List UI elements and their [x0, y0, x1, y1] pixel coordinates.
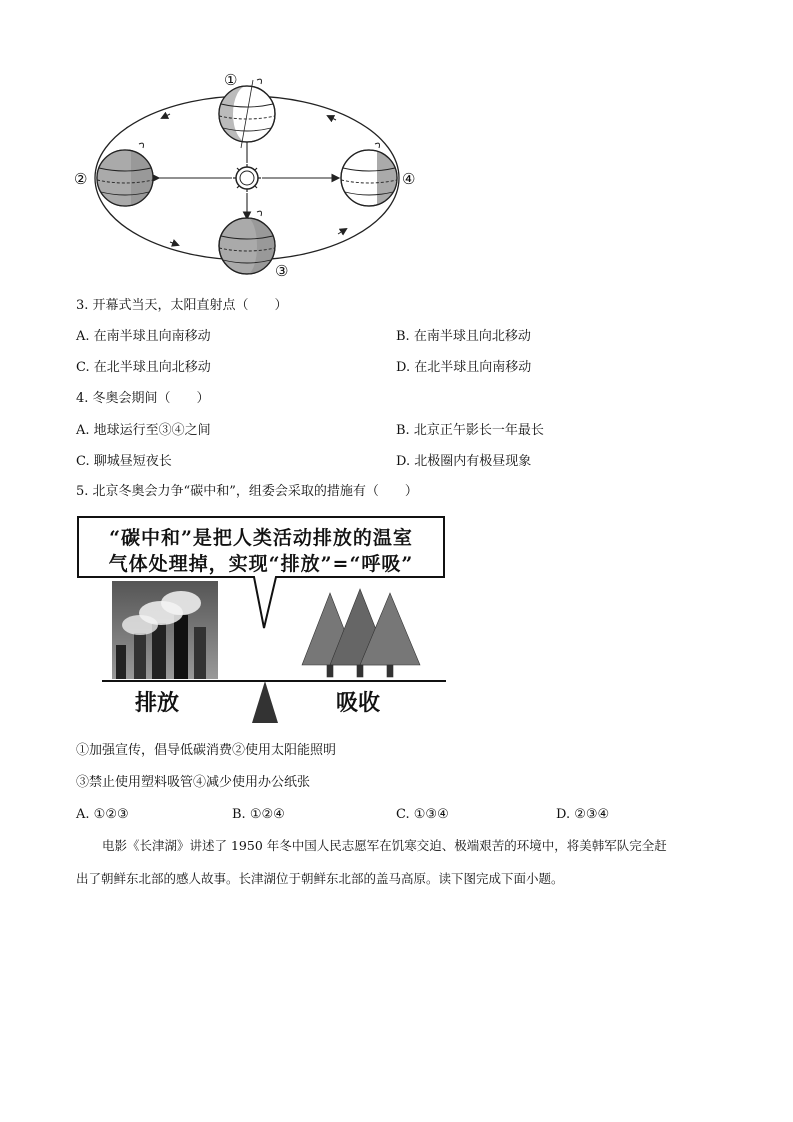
option-4c[interactable]: C. 聊城昼短夜长: [76, 454, 172, 469]
bubble-line-1: “碳中和”是把人类活动排放的温室: [109, 527, 413, 549]
orbit-label-1: ①: [224, 71, 238, 89]
option-4d[interactable]: D. 北极圈内有极昼现象: [396, 454, 532, 469]
option-3a[interactable]: A. 在南半球且向南移动: [76, 329, 211, 344]
question-4-stem: [76, 391, 210, 407]
statement-line-1: ①加强宣传，倡导低碳消费②使用太阳能照明: [76, 743, 337, 758]
option-3d[interactable]: D. 在北半球且向南移动: [396, 360, 532, 375]
question-number: 3.: [76, 298, 89, 313]
earth-position-1: [219, 79, 275, 148]
question-text: 开幕式当天，太阳直射点（ ）: [92, 298, 288, 313]
option-5d[interactable]: D. ②③④: [556, 807, 610, 822]
option-3b[interactable]: B. 在南半球且向北移动: [396, 329, 531, 344]
bubble-line-2: 气体处理掉，实现“排放”=“呼吸”: [108, 553, 414, 575]
passage-line-2: 出了朝鲜东北部的感人故事。长津湖位于朝鲜东北部的盖马高原。读下图完成下面小题。: [76, 871, 564, 886]
option-5b[interactable]: B. ①②④: [232, 807, 285, 822]
earth-position-3: [219, 211, 275, 274]
factory-image: [112, 581, 218, 679]
balance-fulcrum: [252, 681, 278, 723]
sun-icon: [233, 164, 261, 192]
question-5-stem: [76, 484, 418, 500]
orbit-direction-arrow: [328, 116, 336, 120]
orbit-direction-arrow: [170, 242, 178, 245]
absorption-label: 吸收: [336, 691, 381, 716]
orbit-direction-arrow: [162, 114, 170, 118]
orbit-label-3: ③: [275, 262, 289, 280]
option-5a[interactable]: A. ①②③: [76, 807, 129, 822]
emission-label: 排放: [135, 691, 180, 716]
orbit-direction-arrow: [338, 229, 346, 234]
orbit-label-2: ②: [74, 170, 88, 188]
orbit-label-4: ④: [402, 170, 416, 188]
trees-image: [302, 589, 420, 677]
question-number: 5.: [76, 484, 89, 499]
option-4a[interactable]: A. 地球运行至③④之间: [76, 423, 211, 438]
question-text: 北京冬奥会力争“碳中和”，组委会采取的措施有（ ）: [92, 484, 418, 499]
statement-line-2: ③禁止使用塑料吸管④减少使用办公纸张: [76, 775, 311, 790]
question-text: 冬奥会期间（ ）: [92, 391, 210, 406]
earth-position-2: [97, 143, 153, 206]
question-3-stem: [76, 298, 288, 314]
question-number: 4.: [76, 391, 89, 406]
option-5c[interactable]: C. ①③④: [396, 807, 449, 822]
option-3c[interactable]: C. 在北半球且向北移动: [76, 360, 211, 375]
earth-orbit-diagram: [70, 66, 430, 286]
earth-position-4: [341, 143, 397, 206]
option-4b[interactable]: B. 北京正午影长一年最长: [396, 423, 544, 438]
passage-line-1: 电影《长津湖》讲述了 1950 年冬中国人民志愿军在饥寒交迫、极端艰苦的环境中，将美韩军队完全赶: [102, 838, 667, 853]
